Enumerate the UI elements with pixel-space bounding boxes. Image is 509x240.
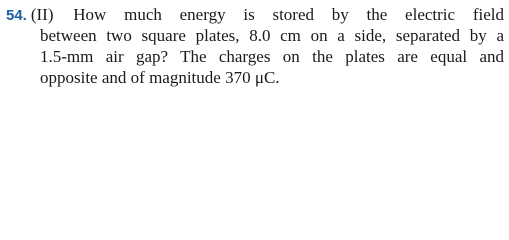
difficulty-level: (II) [30,5,54,24]
problem-text-line-3: 1.5-mm air gap? The charges on the plates are equal and [40,47,504,66]
problem-line-1 [6,4,504,25]
problem-text-line-4: opposite and of magnitude 370 μC. [40,68,280,87]
problem-54 [6,4,504,88]
problem-text-line-2: between two square plates, 8.0 cm on a side, separated by a [40,26,504,45]
problem-text-line-1: How much energy is stored by the electric field [73,5,504,24]
problem-number: 54. [6,7,27,24]
